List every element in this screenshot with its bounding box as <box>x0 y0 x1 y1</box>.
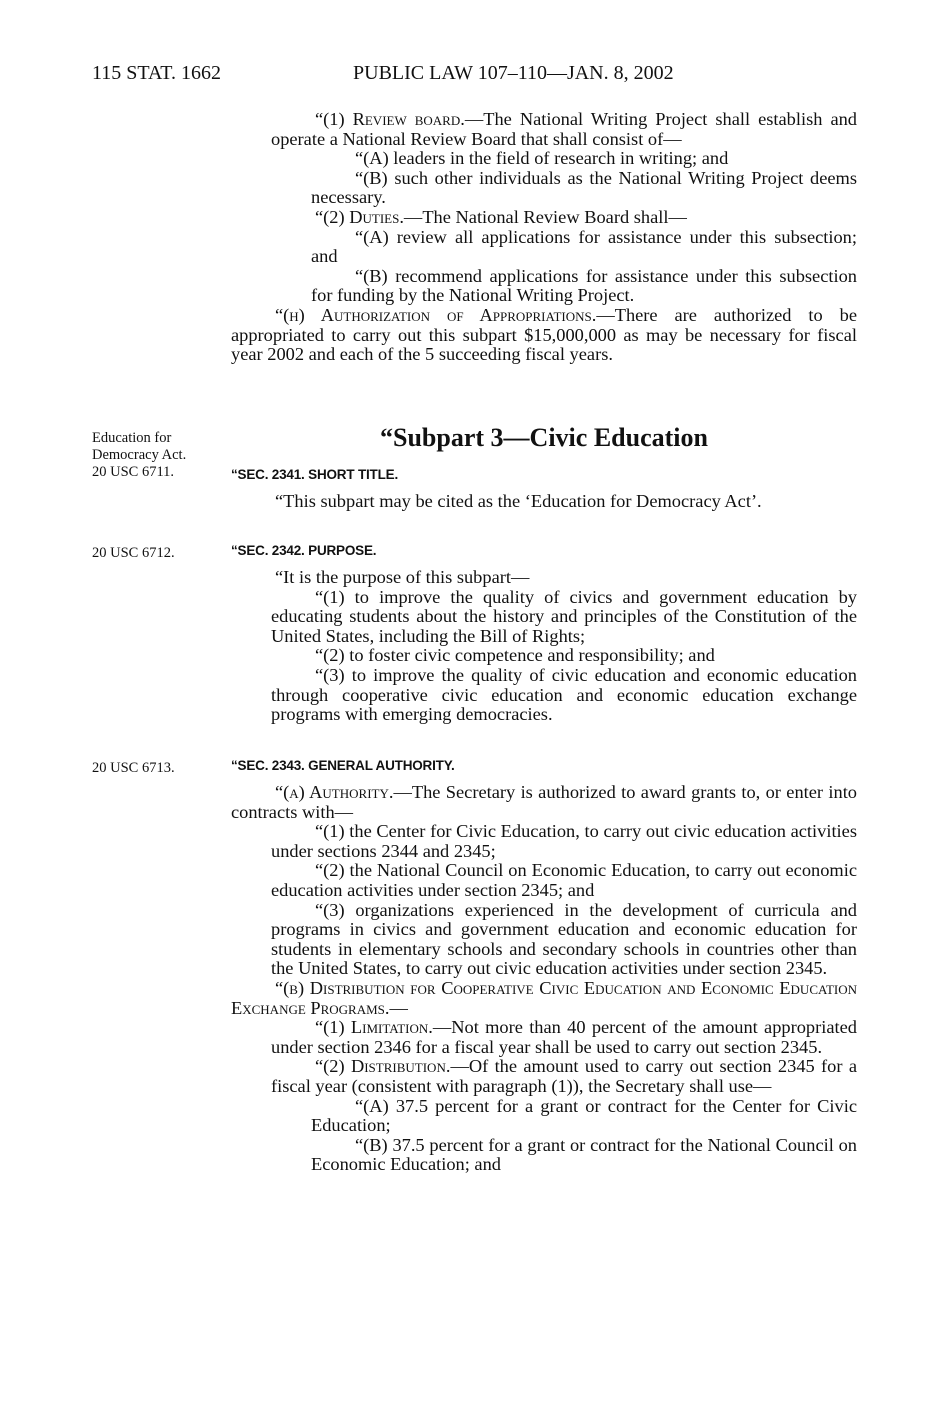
paragraph-distribution-heading: “(b) Distribution for Cooperative Civic Education and Economic Education Exchange Programs.— <box>231 977 857 1018</box>
sec2342-text-block <box>231 568 857 725</box>
paragraph-purpose-intro: “It is the purpose of this subpart— <box>275 567 530 587</box>
margin-note-sec2341: Education for Democracy Act. 20 USC 6711. <box>92 430 187 480</box>
paragraph-purpose-2: “(2) to foster civic competence and responsibility; and <box>315 645 715 666</box>
margin-note-sec2342: 20 USC 6712. <box>92 545 175 561</box>
sec2341-text-block <box>231 492 857 512</box>
paragraph-authority: “(a) Authority.—The Secretary is authorized to award grants to, or enter into contracts with— <box>231 782 857 822</box>
review-board-block <box>231 110 857 365</box>
paragraph-distribution-b: “(B) 37.5 percent for a grant or contract for the National Council on Economic Education; and <box>311 1134 857 1175</box>
paragraph-authority-3: “(3) organizations experienced in the development of curricula and programs in civics and government education and economic education for students in elementary schools and secondary schools in countries other than the United States, to carry out civic education activities under section 2345. <box>271 899 857 979</box>
paragraph-purpose-1: “(1) to improve the quality of civics and government education by educating students about the history and principles of the Constitution of the United States, including the Bill of Rights; <box>271 586 857 646</box>
paragraph-duties-a: “(A) review all applications for assistance under this subsection; and <box>311 226 857 267</box>
paragraph-purpose-3: “(3) to improve the quality of civic education and economic education through cooperative civic education and economic education exchange programs with emerging democracies. <box>271 664 857 725</box>
paragraph-authorization: “(h) Authorization of Appropriations.—There are authorized to be appropriated to carry out this subpart $15,000,000 as may be necessary for fiscal year 2002 and each of the 5 succeeding fiscal years. <box>231 304 857 365</box>
sec2343-text-block <box>231 783 857 1175</box>
section-heading-2342: “SEC. 2342. PURPOSE. <box>231 543 377 558</box>
paragraph-distribution-a: “(A) 37.5 percent for a grant or contract for the Center for Civic Education; <box>311 1095 857 1136</box>
paragraph-limitation: “(1) Limitation.—Not more than 40 percent of the amount appropriated under section 2346 for a fiscal year shall be used to carry out section 2345. <box>271 1017 857 1057</box>
paragraph-review-board-a: “(A) leaders in the field of research in writing; and <box>355 148 729 169</box>
section-heading-2343: “SEC. 2343. GENERAL AUTHORITY. <box>231 758 455 773</box>
paragraph-duties: “(2) Duties.—The National Review Board shall— <box>315 206 687 227</box>
section-heading-2341: “SEC. 2341. SHORT TITLE. <box>231 467 398 482</box>
paragraph-authority-1: “(1) the Center for Civic Education, to carry out civic education activities under sections 2344 and 2345; <box>271 821 857 861</box>
paragraph-authority-2: “(2) the National Council on Economic Education, to carry out economic education activities under section 2345; and <box>271 860 857 900</box>
stat-citation: 115 STAT. 1662 <box>92 62 221 84</box>
paragraph-distribution: “(2) Distribution.—Of the amount used to carry out section 2345 for a fiscal year (consistent with paragraph (1)), the Secretary shall use— <box>271 1056 857 1096</box>
public-law-citation: PUBLIC LAW 107–110—JAN. 8, 2002 <box>353 62 674 84</box>
paragraph-short-title: “This subpart may be cited as the ‘Education for Democracy Act’. <box>275 491 762 511</box>
paragraph-review-board: “(1) Review board.—The National Writing Project shall establish and operate a National Review Board that shall consist of— <box>271 109 857 149</box>
page-header <box>92 62 890 90</box>
paragraph-duties-b: “(B) recommend applications for assistance under this subsection for funding by the National Writing Project. <box>311 265 857 306</box>
margin-note-sec2343: 20 USC 6713. <box>92 760 175 776</box>
subpart-title: “Subpart 3—Civic Education <box>380 423 708 452</box>
paragraph-review-board-b: “(B) such other individuals as the National Writing Project deems necessary. <box>311 167 857 208</box>
